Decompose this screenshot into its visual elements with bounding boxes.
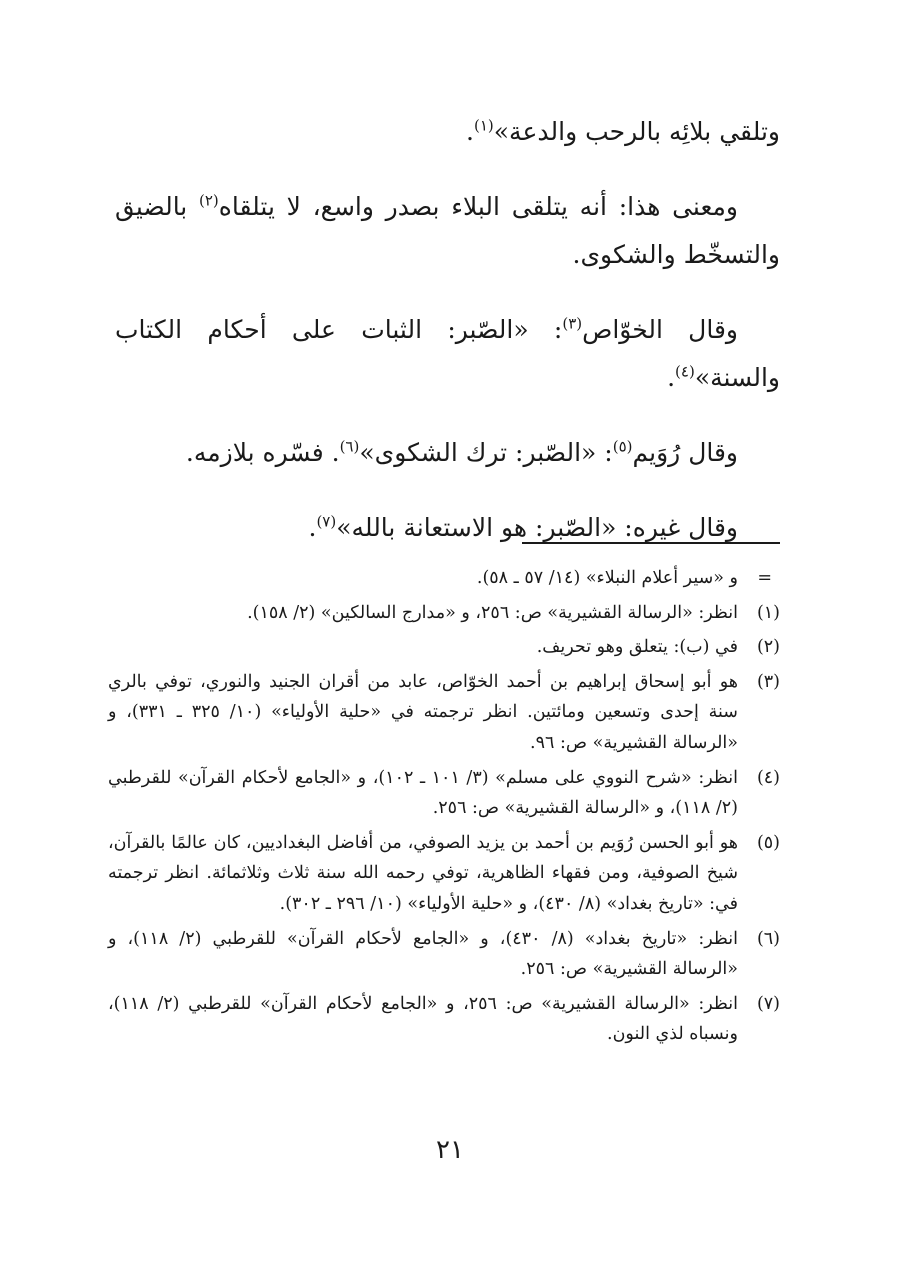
paragraph-text: وقال غيره: «الصّبر: هو الاستعانة بالله» xyxy=(336,513,738,542)
footnote-number: (١) xyxy=(756,602,780,623)
footnote-ref-2: (٢) xyxy=(198,191,219,210)
footnote-ref-3: (٣) xyxy=(562,314,583,333)
paragraph-2 xyxy=(115,183,780,279)
footnote-number: (٢) xyxy=(756,637,780,658)
paragraph-text: وقال الخوّاص xyxy=(582,315,738,344)
footnote-number: (٣) xyxy=(756,671,780,692)
footnote-text: و «سير أعلام النبلاء» (١٤/ ٥٧ ـ ٥٨). xyxy=(476,568,738,588)
footnote-3 xyxy=(108,667,780,759)
footnote-number: (٥) xyxy=(756,832,780,853)
paragraph-3 xyxy=(115,306,780,402)
footnote-number: (٦) xyxy=(756,928,780,949)
main-text xyxy=(115,108,780,579)
paragraph-text: وتلقي بلائِه بالرحب والدعة» xyxy=(493,117,780,146)
footnote-text: في (ب): يتعلق وهو تحريف. xyxy=(536,637,738,658)
paragraph-text: . فسّره بلازمه. xyxy=(185,438,340,467)
footnote-ref-5: (٥) xyxy=(612,437,633,456)
paragraph-1 xyxy=(115,108,780,156)
footnote-continuation xyxy=(108,563,780,594)
footnote-text: انظر: «شرح النووي على مسلم» (٣/ ١٠١ ـ ١٠٢)، و «الجامع لأحكام القرآن» للقرطبي (٢/ ١١٨)، و «الرسالة القشيرية» ص: ٢٥٦. xyxy=(108,767,738,819)
footnote-4 xyxy=(108,763,780,824)
footnote-text: هو أبو إسحاق إبراهيم بن أحمد الخوّاص، عابد من أقران الجنيد والنوري، توفي بالري سنة إحدى وتسعين ومائتين. انظر ترجمته في «حلية الأولياء» (١٠/ ٣٢٥ ـ ٣٣١)، و «الرسالة القشيرية» ص: ٩٦. xyxy=(108,671,738,753)
footnote-ref-6: (٦) xyxy=(339,437,360,456)
footnote-5 xyxy=(108,828,780,920)
paragraph-text: : «الصّبر: ترك الشكوى» xyxy=(359,438,613,467)
paragraph-4 xyxy=(115,429,780,477)
paragraph-text: . xyxy=(308,513,317,542)
footnote-text: انظر: «تاريخ بغداد» (٨/ ٤٣٠)، و «الجامع لأحكام القرآن» للقرطبي (٢/ ١١٨)، و «الرسالة القشيرية» ص: ٢٥٦. xyxy=(108,928,738,980)
paragraph-text: بالضيق والتسخّط والشكوى. xyxy=(115,192,780,269)
footnote-1 xyxy=(108,598,780,629)
footnote-text: انظر: «الرسالة القشيرية» ص: ٢٥٦، و «الجامع لأحكام القرآن» للقرطبي (٢/ ١١٨)، ونسباه لذي النون. xyxy=(108,993,738,1045)
footnote-number: (٤) xyxy=(756,767,780,788)
footnote-ref-7: (٧) xyxy=(316,512,337,531)
footnote-ref-1: (١) xyxy=(473,116,494,135)
footnote-text: هو أبو الحسن رُوَيم بن أحمد بن يزيد الصوفي، من أفاضل البغداديين، كان عالمًا بالقرآن، شيخ الصوفية، ومن فقهاء الظاهرية، توفي رحمه الله سنة ثلاث وثلاثمائة. انظر ترجمته في: «تاريخ بغداد» (٨/ ٤٣٠)، و «حلية الأولياء» (١٠/ ٢٩٦ ـ ٣٠٢). xyxy=(108,832,738,914)
paragraph-text: . xyxy=(466,117,474,146)
footnote-divider xyxy=(522,542,780,544)
footnote-6 xyxy=(108,924,780,985)
footnote-number: (٧) xyxy=(756,993,780,1014)
paragraph-text: ومعنى هذا: أنه يتلقى البلاء بصدر واسع، لا يتلقاه xyxy=(218,192,738,221)
paragraph-5 xyxy=(115,504,780,552)
footnote-7 xyxy=(108,989,780,1050)
footnote-ref-4: (٤) xyxy=(675,362,695,381)
footnotes xyxy=(108,563,780,1054)
paragraph-text: وقال رُوَيم xyxy=(632,438,738,467)
footnote-2 xyxy=(108,632,780,663)
paragraph-text: : «الصّبر: الثبات على أحكام الكتاب والسنة» xyxy=(115,315,780,392)
footnote-text: انظر: «الرسالة القشيرية» ص: ٢٥٦، و «مدارج السالكين» (٢/ ١٥٨). xyxy=(247,602,738,623)
continuation-marker: = xyxy=(757,568,772,588)
paragraph-text: . xyxy=(667,363,676,392)
page-number: ٢١ xyxy=(436,1135,464,1165)
